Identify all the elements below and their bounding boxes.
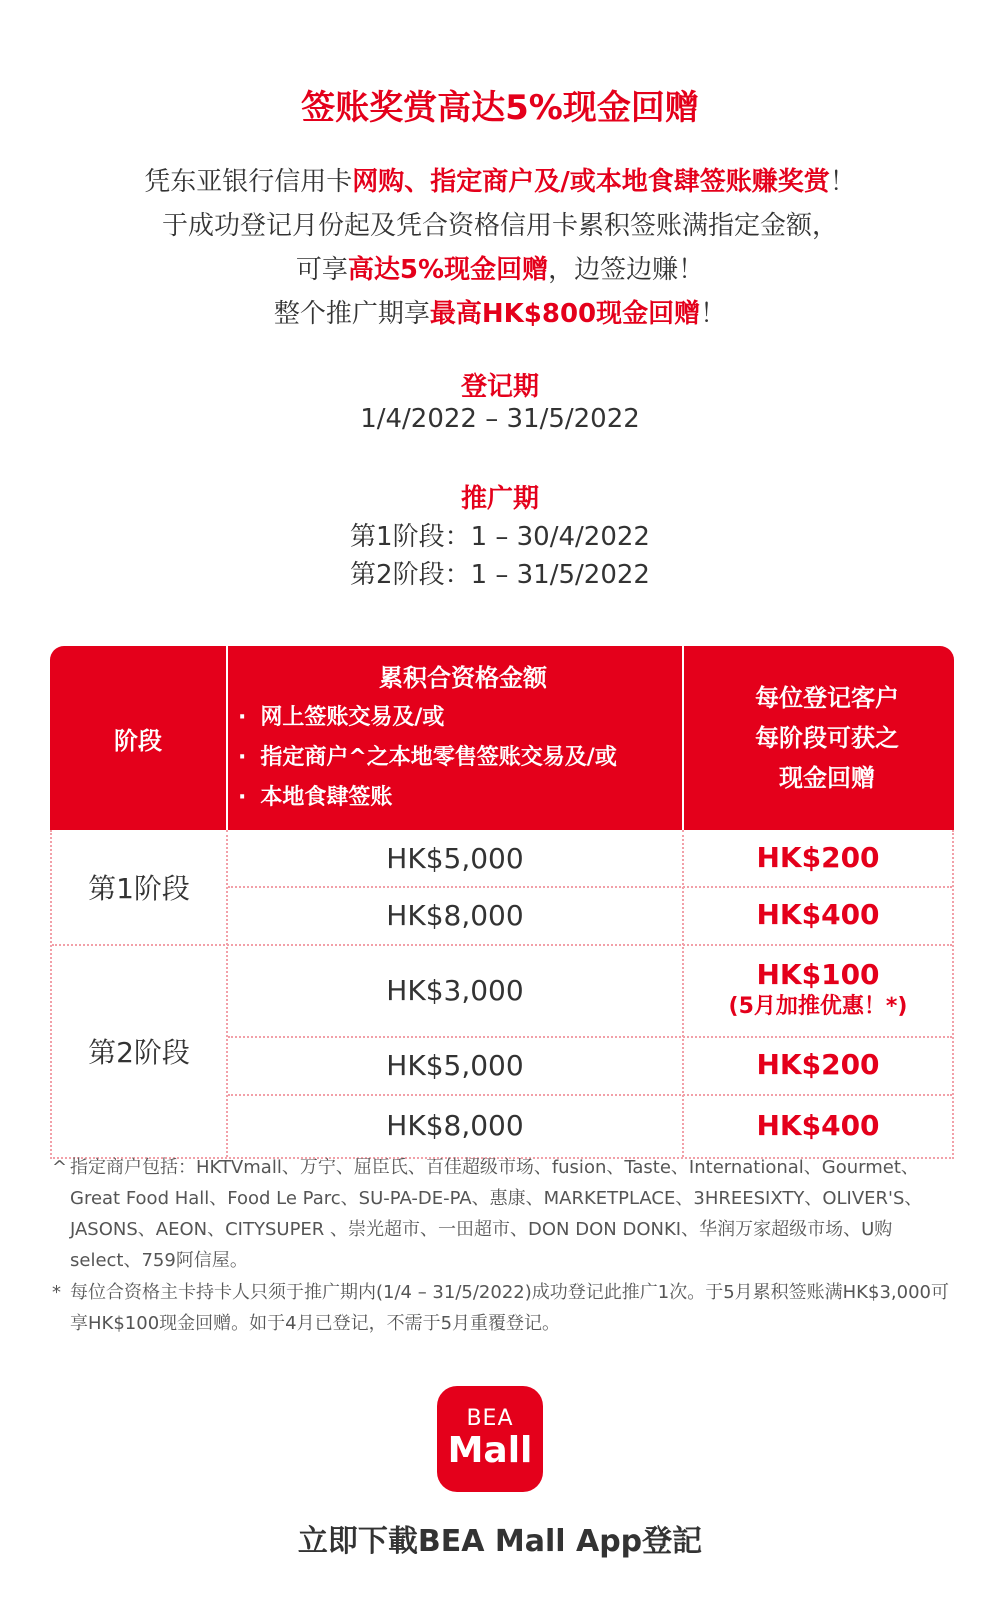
table-cell-reward: [684, 944, 952, 1036]
table-cell-reward: HK$400: [756, 898, 880, 931]
table-cell-amount: HK$3,000: [386, 973, 524, 1007]
promotion-stage1: 第1阶段：1 – 30/4/2022: [350, 522, 650, 552]
footnote-mark: ^: [52, 1157, 68, 1178]
intro-l4-highlight: 最高HK$800现金回赠: [429, 299, 701, 329]
logo-line-1: BEA: [466, 1406, 514, 1431]
promotion-title: 推广期: [460, 484, 539, 514]
table-cell-reward: HK$200: [756, 1048, 880, 1081]
promotion-stage2: 第2阶段：1 – 31/5/2022: [350, 560, 650, 590]
intro-l1-a: 凭东亚银行信用卡: [144, 167, 353, 197]
intro-l3-highlight: 高达5%现金回赠: [347, 255, 549, 285]
intro-l4-a: 整个推广期享: [273, 299, 430, 329]
table-cell-reward: HK$400: [756, 1108, 880, 1142]
table-cell-amount: HK$5,000: [386, 1048, 524, 1082]
header-amount-bullet-1: · 网上签账交易及/或: [238, 698, 444, 738]
footnote-merchants: [52, 1152, 952, 1276]
header-reward-line-2: 每阶段可获之: [755, 724, 899, 752]
download-app-cta[interactable]: 立即下載BEA Mall App登記: [297, 1524, 703, 1559]
header-amount-bullet-3: · 本地食肆签账: [238, 778, 392, 818]
stage-1-label: 第1阶段: [88, 872, 190, 905]
table-body: [50, 830, 954, 1159]
header-reward-line-1: 每位登记客户: [755, 684, 899, 712]
intro-l3-c: ，边签边赚！: [548, 255, 705, 285]
table-cell-amount: HK$8,000: [386, 1109, 524, 1142]
footnote-registration: [52, 1277, 952, 1339]
intro-text: [0, 160, 1000, 336]
intro-line-4: [0, 292, 1000, 336]
footnotes: [52, 1152, 952, 1340]
header-stage: 阶段: [114, 726, 162, 755]
table-header: [50, 646, 954, 830]
intro-l1-c: ！: [829, 167, 856, 197]
header-amount-bullet-2: · 指定商户^之本地零售签账交易及/或: [238, 738, 617, 778]
footnote-text: 每位合资格主卡持卡人只须于推广期内(1/4 – 31/5/2022)成功登记此推广1次。于5月累积签账满HK$3,000可享HK$100现金回赠。如于4月已登记，不需于5月重覆登记。: [70, 1282, 949, 1334]
logo-line-2: Mall: [447, 1430, 533, 1471]
header-amount-title: 累积合资格金额: [379, 664, 547, 692]
header-reward-line-3: 现金回赠: [779, 764, 875, 792]
header-divider: [682, 646, 684, 830]
bea-mall-logo[interactable]: [437, 1386, 543, 1492]
intro-l1-highlight: 网购、指定商户及/或本地食肆签账赚奖赏: [352, 167, 830, 197]
registration-dates: 1/4/2022 – 31/5/2022: [360, 404, 640, 434]
footnote-mark: *: [52, 1282, 61, 1303]
header-amount: [228, 646, 698, 830]
intro-l4-c: ！: [700, 299, 727, 329]
header-reward: [700, 646, 954, 830]
may-bonus-note: (5月加推优惠！*): [728, 994, 908, 1019]
headline: 签账奖赏高达5%现金回赠: [301, 88, 699, 128]
intro-l3-a: 可享: [295, 255, 348, 285]
stage-2-label: 第2阶段: [88, 1035, 190, 1069]
reward-value: HK$100: [756, 958, 880, 991]
table-cell-amount: HK$8,000: [386, 898, 524, 932]
table-cell-amount: HK$5,000: [386, 841, 524, 875]
reward-table: [50, 646, 954, 1159]
intro-line-1: [0, 160, 1000, 204]
intro-line-3: [0, 248, 1000, 292]
intro-line-2: 于成功登记月份起及凭合资格信用卡累积签账满指定金额，: [161, 211, 838, 241]
registration-title: 登记期: [460, 372, 539, 402]
footnote-text: 指定商户包括：HKTVmall、万宁、屈臣氏、百佳超级市场、fusion、Taste、International、Gourmet、Great Food Hall、Food Le Parc、SU-PA-DE-PA、惠康、MARKETPLACE、3HREESIXTY、OLIVER'S、JASONS、AEON、CITYSUPER 、崇光超市、一田超市、DON DON DONKI、华润万家超级市场、U购select、759阿信屋。: [70, 1157, 923, 1271]
table-cell-reward: HK$200: [756, 841, 880, 874]
